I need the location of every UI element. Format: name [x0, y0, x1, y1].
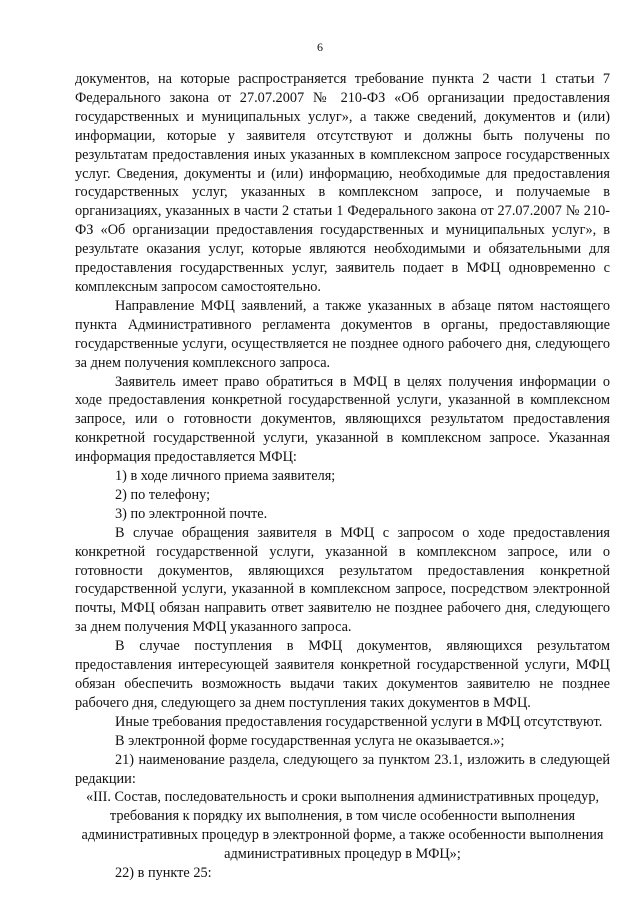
paragraph: В случае обращения заявителя в МФЦ с запросом о ходе предоставления конкретной государственной услуги, указанной в комплексном запросе, или о готовности документов, являющихся результатом предоставления конкретной государственной услуги, указанной в комплексном запросе, посредством электронной почты, МФЦ обязан направить ответ заявителю не позднее рабочего дня, следующего за днем получения МФЦ указанного запроса.: [75, 524, 610, 636]
list-item: 1) в ходе личного приема заявителя;: [115, 468, 336, 485]
paragraph: 21) наименование раздела, следующего за пунктом 23.1, изложить в следующей редакции:: [75, 751, 610, 787]
paragraph-continuation: документов, на которые распространяется требование пункта 2 части 1 статьи 7 Федерального закона от 27.07.2007 № 210-ФЗ «Об организации предоставления государственных и муниципальных услуг», а также сведений, документов и (или) информации, которые у заявителя отсутствуют и должны быть получены по результатам предоставления иных указанных в комплексном запросе государственных услуг. Сведения, документы и (или) информацию, необходимые для предоставления государственных услуг, указанных в комплексном запросе, и получаемые в организациях, указанных в части 2 статьи 1 Федерального закона от 27.07.2007 № 210-ФЗ «Об организации предоставления государственных и муниципальных услуг», в результате оказания услуг, которые являются необходимыми и обязательными для предоставления государственных услуг, заявитель подает в МФЦ одновременно с комплексным запросом самостоятельно.: [75, 71, 610, 295]
paragraph: Заявитель имеет право обратиться в МФЦ в целях получения информации о ходе предоставления конкретной государственной услуги, указанной в комплексном запросе, или о готовности документов, являющихся результатом предоставления конкретной государственной услуги, указанной в комплексном запросе. Указанная информация предоставляется МФЦ:: [75, 373, 610, 466]
paragraph: Направление МФЦ заявлений, а также указанных в абзаце пятом настоящего пункта Административного регламента документов в органы, предоставляющие государственные услуги, осуществляется не позднее одного рабочего дня, следующего за днем получения комплексного запроса.: [75, 297, 610, 371]
list-item: 2) по телефону;: [115, 486, 211, 503]
section-heading-quote: «III. Состав, последовательность и сроки выполнения административных процедур, требования к порядку их выполнения, в том числе особенности выполнения административных процедур в электронной форме, а также особенности выполнения административных процедур в МФЦ»;: [81, 789, 604, 863]
paragraph: Иные требования предоставления государственной услуги в МФЦ отсутствуют.: [115, 713, 603, 730]
page-number: 6: [317, 40, 323, 54]
paragraph: 22) в пункте 25:: [115, 865, 212, 882]
paragraph: В случае поступления в МФЦ документов, являющихся результатом предоставления интересующей заявителя конкретной государственной услуги, МФЦ обязан обеспечить возможность выдачи таких документов заявителю не позднее рабочего дня, следующего за днем поступления таких документов в МФЦ.: [75, 638, 610, 711]
document-body: [75, 70, 610, 883]
paragraph: В электронной форме государственная услуга не оказывается.»;: [115, 732, 505, 749]
list-item: 3) по электронной почте.: [115, 505, 268, 522]
